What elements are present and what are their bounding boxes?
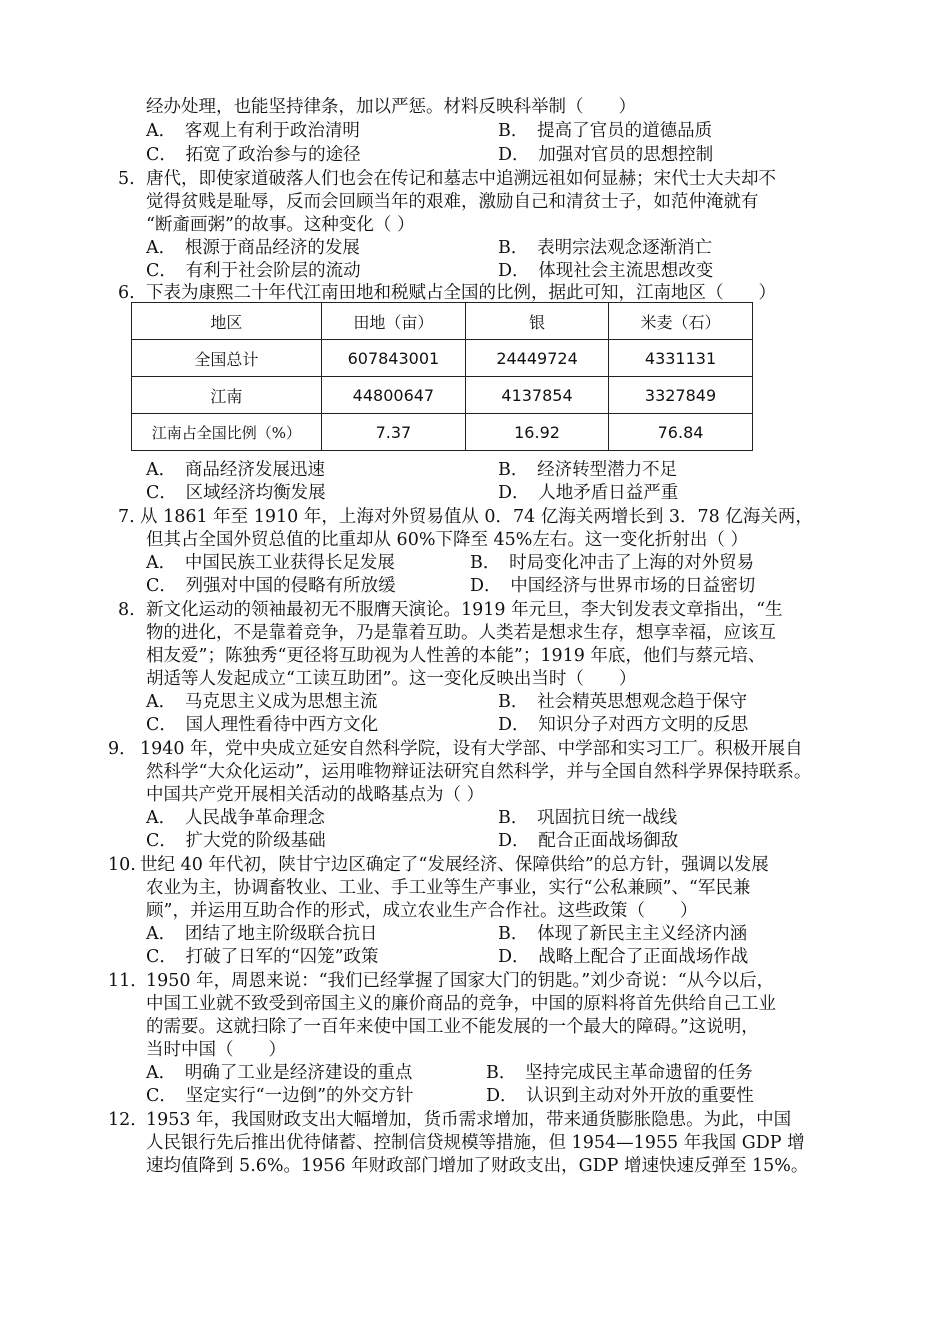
q8-option-d[interactable]: D． 知识分子对西方文明的反思 [498, 715, 749, 735]
table-header-cell: 地区 [132, 303, 322, 340]
q10-line: 世纪 40 年代初，陕甘宁边区确定了“发展经济、保障供给”的总方针，强调以发展 [140, 855, 769, 875]
table-header-row [132, 303, 753, 340]
q11-option-d[interactable]: D． 认识到主动对外开放的重要性 [486, 1086, 754, 1106]
q4-option-a[interactable]: A． 客观上有利于政治清明 [146, 121, 360, 141]
q11-option-a[interactable]: A． 明确了工业是经济建设的重点 [146, 1063, 413, 1083]
table-header-cell: 银 [466, 303, 609, 340]
q10-number: 10. [108, 855, 136, 875]
table-cell: 24449724 [466, 340, 609, 377]
q9-line: 1940 年，党中央成立延安自然科学院，设有大学部、中学部和实习工厂。积极开展自 [140, 739, 803, 759]
q8-option-b[interactable]: B． 社会精英思想观念趋于保守 [498, 692, 748, 712]
q7-number: 7. [118, 507, 135, 527]
table-cell: 江南 [132, 377, 322, 414]
q6-option-d[interactable]: D． 人地矛盾日益严重 [498, 483, 679, 503]
q5-line: “断齑画粥”的故事。这种变化（ ） [146, 215, 415, 235]
q8-number: 8. [118, 600, 135, 620]
q7-line: 但其占全国外贸总值的比重却从 60%下降至 45%左右。这一变化折射出（ ） [146, 530, 748, 550]
q4-option-c[interactable]: C． 拓宽了政治参与的途径 [146, 145, 361, 165]
table-row [132, 340, 753, 377]
table-header-cell: 米麦（石） [609, 303, 753, 340]
q5-option-b[interactable]: B． 表明宗法观念逐渐消亡 [498, 238, 713, 258]
q9-option-c[interactable]: C． 扩大党的阶级基础 [146, 831, 326, 851]
q10-line: 顾”，并运用互助合作的形式，成立农业生产合作社。这些政策（ ） [146, 901, 698, 921]
q4-option-d[interactable]: D． 加强对官员的思想控制 [498, 145, 714, 165]
table-cell: 16.92 [466, 414, 609, 451]
q11-option-c[interactable]: C． 坚定实行“一边倒”的外交方针 [146, 1086, 414, 1106]
q7-line: 从 1861 年至 1910 年，上海对外贸易值从 0．74 亿海关两增长到 3．78 亿海关两， [140, 507, 813, 527]
q6-option-a[interactable]: A． 商品经济发展迅速 [146, 460, 325, 480]
q11-line: 的需要。这就扫除了一百年来使中国工业不能发展的一个最大的障碍。”这说明， [146, 1017, 759, 1037]
q8-line: 新文化运动的领袖最初无不服膺天演论。1919 年元旦，李大钊发表文章指出，“生 [146, 600, 783, 620]
q9-option-d[interactable]: D． 配合正面战场御敌 [498, 831, 679, 851]
q10-option-b[interactable]: B． 体现了新民主主义经济内涵 [498, 924, 748, 944]
table-header-cell: 田地（亩） [321, 303, 465, 340]
q12-number: 12． [108, 1110, 148, 1130]
table-row [132, 377, 753, 414]
q5-option-c[interactable]: C． 有利于社会阶层的流动 [146, 261, 361, 281]
table-cell: 3327849 [609, 377, 753, 414]
q8-line: 物的进化，不是靠着竞争，乃是靠着互助。人类若是想求生存，想享幸福，应该互 [146, 623, 776, 643]
q9-line: 中国共产党开展相关活动的战略基点为（ ） [146, 785, 485, 805]
q5-line: 唐代，即使家道破落人们也会在传记和墓志中追溯远祖如何显赫；宋代士大夫却不 [146, 169, 776, 189]
table-cell: 7.37 [321, 414, 465, 451]
q11-line: 1950 年，周恩来说：“我们已经掌握了国家大门的钥匙。”刘少奇说：“从今以后， [146, 971, 775, 991]
q5-option-d[interactable]: D． 体现社会主流思想改变 [498, 261, 714, 281]
q11-line: 中国工业就不致受到帝国主义的廉价商品的竞争，中国的原料将首先供给自己工业 [146, 994, 776, 1014]
q5-number: 5. [118, 169, 135, 189]
q6-table [131, 302, 753, 451]
q9-line: 然科学“大众化运动”，运用唯物辩证法研究自然科学，并与全国自然科学界保持联系。 [146, 762, 812, 782]
q8-line: 胡适等人发起成立“工读互助团”。这一变化反映出当时（ ） [146, 669, 637, 689]
q6-line: 下表为康熙二十年代江南田地和税赋占全国的比例，据此可知，江南地区（ ） [146, 283, 776, 303]
q4-line: 经办处理，也能坚持律条，加以严惩。材料反映科举制（ ） [146, 97, 636, 117]
q10-line: 农业为主，协调畜牧业、工业、手工业等生产事业，实行“公私兼顾”、“军民兼 [146, 878, 751, 898]
table-cell: 4137854 [466, 377, 609, 414]
table-cell: 44800647 [321, 377, 465, 414]
q6-option-c[interactable]: C． 区域经济均衡发展 [146, 483, 326, 503]
q9-option-a[interactable]: A． 人民战争革命理念 [146, 808, 325, 828]
q11-number: 11． [108, 971, 148, 991]
q11-line: 当时中国（ ） [146, 1040, 286, 1060]
q6-option-b[interactable]: B． 经济转型潜力不足 [498, 460, 678, 480]
q9-number: 9． [108, 739, 137, 759]
q8-line: 相友爱”；陈独秀“更径将互助视为人性善的本能”；1919 年底，他们与蔡元培、 [146, 646, 766, 666]
q7-option-a[interactable]: A． 中国民族工业获得长足发展 [146, 553, 395, 573]
q11-option-b[interactable]: B． 坚持完成民主革命遗留的任务 [486, 1063, 753, 1083]
q9-option-b[interactable]: B． 巩固抗日统一战线 [498, 808, 678, 828]
q10-option-d[interactable]: D． 战略上配合了正面战场作战 [498, 947, 749, 967]
q7-option-b[interactable]: B． 时局变化冲击了上海的对外贸易 [470, 553, 755, 573]
q10-option-a[interactable]: A． 团结了地主阶级联合抗日 [146, 924, 378, 944]
table-cell: 江南占全国比例（%） [132, 414, 322, 451]
q12-line: 1953 年，我国财政支出大幅增加，货币需求增加，带来通货膨胀隐患。为此，中国 [146, 1110, 792, 1130]
q5-line: 觉得贫贱是耻辱，反而会回顾当年的艰难，激励自己和清贫士子，如范仲淹就有 [146, 192, 759, 212]
q8-option-c[interactable]: C． 国人理性看待中西方文化 [146, 715, 379, 735]
q6-number: 6. [118, 283, 135, 303]
table-cell: 全国总计 [132, 340, 322, 377]
table-cell: 4331131 [609, 340, 753, 377]
q4-option-b[interactable]: B． 提高了官员的道德品质 [498, 121, 713, 141]
table-cell: 76.84 [609, 414, 753, 451]
q7-option-c[interactable]: C． 列强对中国的侵略有所放缓 [146, 576, 396, 596]
table-row [132, 414, 753, 451]
q8-option-a[interactable]: A． 马克思主义成为思想主流 [146, 692, 378, 712]
q12-line: 人民银行先后推出优待储蓄、控制信贷规模等措施，但 1954—1955 年我国 GDP 增 [146, 1133, 805, 1153]
q7-option-d[interactable]: D． 中国经济与世界市场的日益密切 [470, 576, 756, 596]
table-cell: 607843001 [321, 340, 465, 377]
q5-option-a[interactable]: A． 根源于商品经济的发展 [146, 238, 360, 258]
q12-line: 速均值降到 5.6%。1956 年财政部门增加了财政支出，GDP 增速快速反弹至 15%。 [146, 1156, 809, 1176]
q10-option-c[interactable]: C． 打破了日军的“囚笼”政策 [146, 947, 379, 967]
